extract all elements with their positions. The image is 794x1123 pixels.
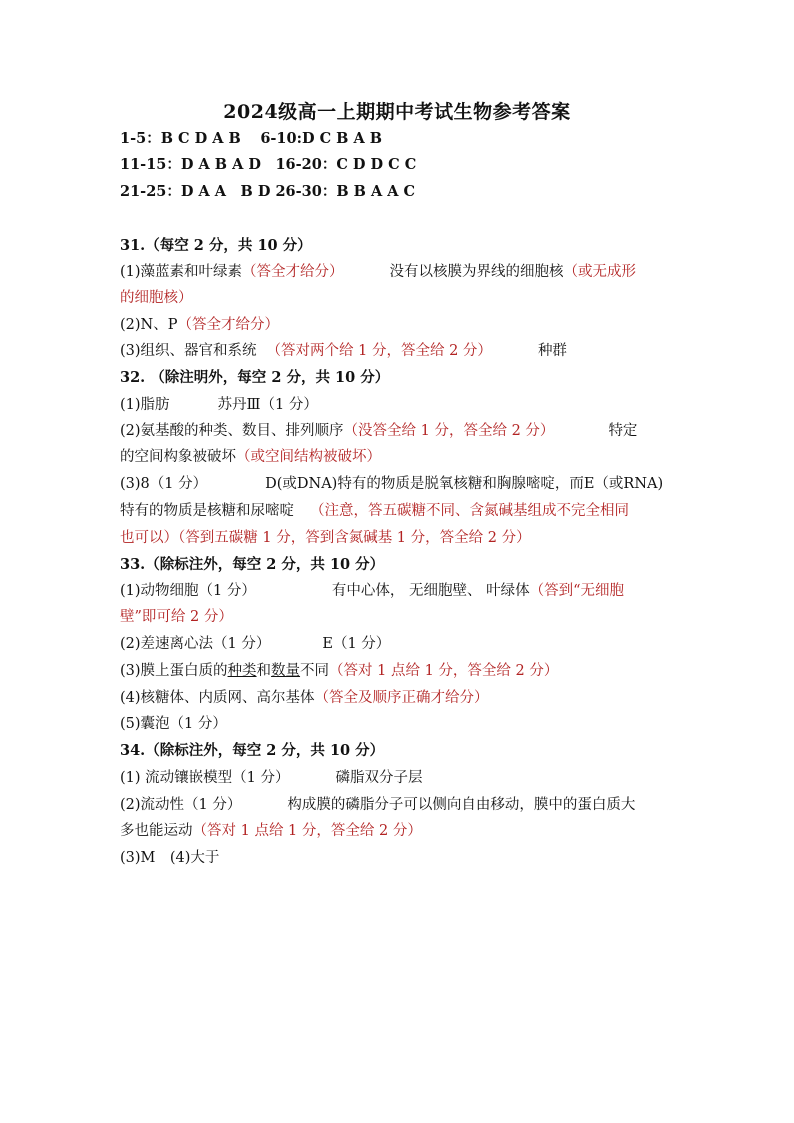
answer-text: 种类: [227, 663, 257, 679]
q31-answer-1-cont: 的细胞核）: [120, 290, 193, 306]
grading-note: （答到“无细胞: [529, 583, 625, 599]
q32-answer-2-cont: [120, 447, 680, 467]
answer-text: 的空间构象被破坏: [120, 449, 236, 465]
q32-answer-3-note: 也可以）（答到五碳糖 1 分，答到含氮碱基 1 分，答全给 2 分）: [120, 530, 531, 546]
q33-heading: 33.（除标注外，每空 2 分，共 10 分）: [120, 556, 385, 573]
answer-text: (1) 流动镶嵌模型（1 分）: [120, 770, 290, 786]
grading-note: （答对两个给 1 分，答全给 2 分）: [266, 343, 492, 359]
answer-text: D(或DNA)特有的物质是脱氧核糖和胸腺嘧啶，而E（或RNA): [265, 476, 664, 492]
q32-answer-2: [120, 421, 680, 441]
answer-text: 没有以核膜为界线的细胞核: [389, 264, 564, 280]
grading-note: （答全及顺序正确才给分）: [314, 690, 489, 706]
answer-text: (1)脂肪: [120, 397, 170, 413]
q34-answer-2-cont: [120, 821, 680, 841]
grading-note: （答全才给分）: [177, 317, 279, 333]
answer-text: (2)氨基酸的种类、数目、排列顺序: [120, 423, 344, 439]
answer-text: (3)8（1 分）: [120, 476, 208, 492]
grading-note: （答对 1 点给 1 分，答全给 2 分）: [192, 823, 422, 839]
answer-text: (2)流动性（1 分）: [120, 797, 242, 813]
q32-heading: 32. （除注明外，每空 2 分，共 10 分）: [120, 369, 390, 386]
q33-answer-5: (5)囊泡（1 分）: [120, 716, 227, 732]
answer-text: 不同: [300, 663, 330, 679]
grading-note: （或空间结构被破坏）: [236, 449, 381, 465]
q33-answer-1-cont: 壁”即可给 2 分）: [120, 609, 233, 625]
q32-answer-1: [120, 395, 680, 415]
mc-answers-row-1: 1-5：B C D A B 6-10:D C B A B: [120, 130, 383, 147]
answer-text: 数量: [271, 663, 301, 679]
answer-text: (1)藻蓝素和叶绿素: [120, 264, 243, 280]
grading-note: （或无成形: [563, 264, 637, 280]
q34-heading: 34.（除标注外，每空 2 分，共 10 分）: [120, 742, 385, 759]
answer-text: E（1 分）: [322, 636, 391, 652]
q32-answer-3-cont: [120, 501, 680, 521]
answer-text: 有中心体， 无细胞壁、 叶绿体: [331, 583, 530, 599]
answer-text: (3)膜上蛋白质的: [120, 663, 228, 679]
answer-text: (3)组织、器官和系统: [120, 343, 257, 359]
q31-answer-1: [120, 262, 680, 282]
answer-text: 多也能运动: [120, 823, 193, 839]
q31-answer-3: [120, 341, 680, 361]
grading-note: （注意，答五碳糖不同、含氮碱基组成不完全相同: [310, 503, 629, 519]
grading-note: （答对 1 点给 1 分，答全给 2 分）: [329, 663, 559, 679]
q34-answer-2: [120, 795, 680, 815]
q33-answer-2: [120, 634, 680, 654]
answer-text: 特定: [608, 423, 638, 439]
answer-text: (1)动物细胞（1 分）: [120, 583, 256, 599]
mc-answers-row-3: 21-25：D A A B D 26-30：B B A A C: [120, 183, 416, 200]
q34-answer-1: [120, 768, 680, 788]
answer-text: (4)核糖体、内质网、高尔基体: [120, 690, 315, 706]
q33-answer-1: [120, 581, 680, 601]
page-title: 2024级高一上期期中考试生物参考答案: [223, 101, 571, 123]
answer-text: 和: [256, 663, 272, 679]
answer-text: 磷脂双分子层: [335, 770, 423, 786]
answer-text: 特有的物质是核糖和尿嘧啶: [120, 503, 294, 519]
answer-text: 种群: [537, 343, 567, 359]
q33-answer-3: [120, 661, 680, 681]
grading-note: （答全才给分）: [242, 264, 344, 280]
q31-answer-2: [120, 315, 680, 335]
q34-answer-3-4: (3)M (4)大于: [120, 850, 220, 866]
answer-text: 苏丹Ⅲ（1 分）: [217, 397, 318, 413]
mc-answers-row-2: 11-15：D A B A D 16-20：C D D C C: [120, 156, 417, 173]
answer-text: (2)N、P: [120, 317, 178, 333]
q32-answer-3: [120, 474, 680, 494]
q33-answer-4: [120, 688, 680, 708]
grading-note: （没答全给 1 分，答全给 2 分）: [343, 423, 555, 439]
answer-text: (2)差速离心法（1 分）: [120, 636, 271, 652]
q31-heading: 31.（每空 2 分，共 10 分）: [120, 237, 312, 254]
answer-text: 构成膜的磷脂分子可以侧向自由移动，膜中的蛋白质大: [287, 797, 636, 813]
